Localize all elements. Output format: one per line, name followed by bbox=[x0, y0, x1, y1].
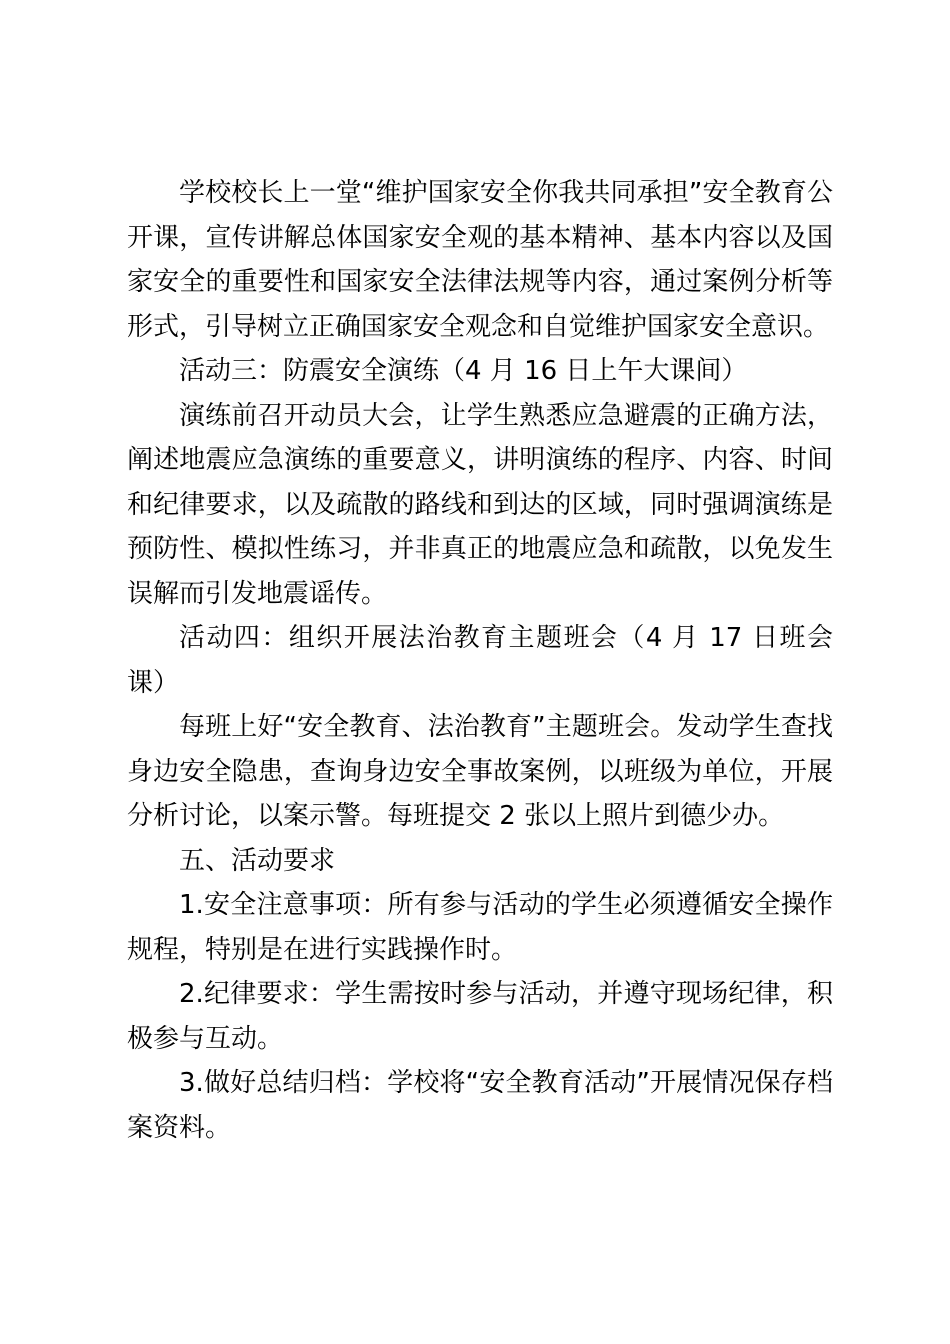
paragraph-open-class: 学校校长上一堂“维护国家安全你我共同承担”安全教育公开课，宣传讲解总体国家安全观的基本精神、基本内容以及国家安全的重要性和国家安全法律法规等内容，通过案例分析等形式，引导树立正确国家安全观念和自觉维护国家安全意识。 bbox=[127, 178, 833, 342]
requirement-archive: 3.做好总结归档：学校将“安全教育活动”开展情况保存档案资料。 bbox=[127, 1068, 833, 1143]
heading-activity-three: 活动三：防震安全演练（4 月 16 日上午大课间） bbox=[179, 356, 748, 386]
requirement-discipline: 2.纪律要求：学生需按时参与活动，并遵守现场纪律，积极参与互动。 bbox=[127, 979, 833, 1054]
paragraph-earthquake-drill: 演练前召开动员大会，让学生熟悉应急避震的正确方法，阐述地震应急演练的重要意义，讲明演练的程序、内容、时间和纪律要求，以及疏散的路线和到达的区域，同时强调演练是预防性、模拟性练习，并非真正的地震应急和疏散，以免发生误解而引发地震谣传。 bbox=[127, 400, 833, 609]
paragraph-class-meeting: 每班上好“安全教育、法治教育”主题班会。发动学生查找身边安全隐患，查询身边安全事故案例，以班级为单位，开展分析讨论，以案示警。每班提交 2 张以上照片到德少办。 bbox=[127, 712, 833, 831]
document-body bbox=[127, 171, 833, 1150]
heading-requirements: 五、活动要求 bbox=[179, 845, 336, 876]
requirement-safety: 1.安全注意事项：所有参与活动的学生必须遵循安全操作规程，特别是在进行实践操作时。 bbox=[127, 890, 833, 965]
heading-activity-four: 活动四：组织开展法治教育主题班会（4 月 17 日班会课） bbox=[127, 623, 833, 698]
